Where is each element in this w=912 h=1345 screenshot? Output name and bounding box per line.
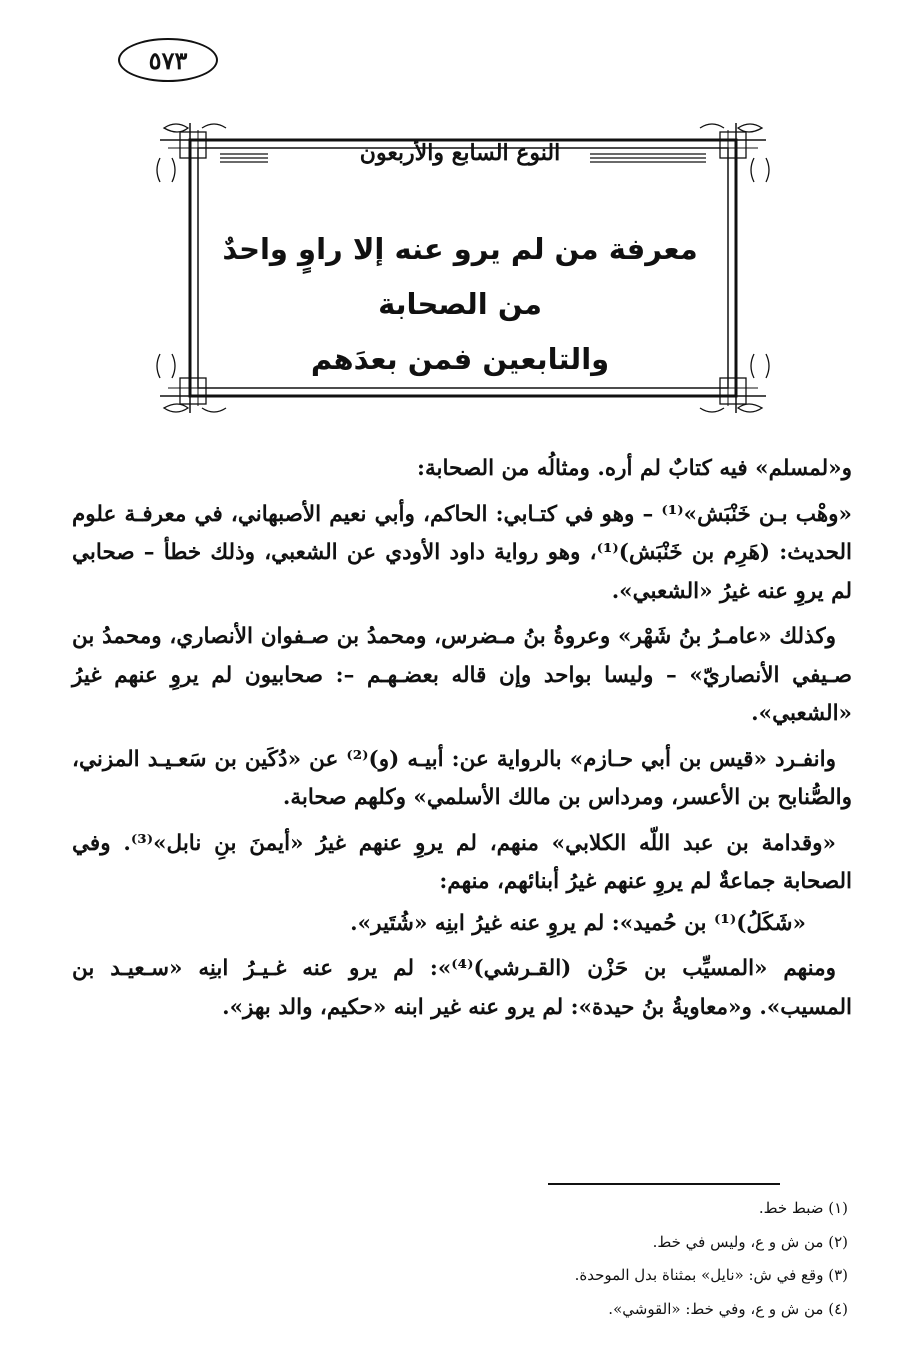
paragraph: وانفـرد «قيس بن أبي حـازم» بالرواية عن: أبيـه (و)⁽²⁾ عن «دُكَين بن سَعـيـد المزني، والصُّنابح بن الأعسر، ومرداس بن مالك الأسلمي» وكلهم صحابة. <box>72 746 852 810</box>
paragraph: ومنهم «المسيِّب بن حَزْن (القـرشي)⁽⁴⁾»: لم يرو عنه غـيـرُ ابنِه «سـعيـد بن المسيب». و«معاويةُ بنُ حيدة»: لم يرو عنه غير ابنه «حكيم، والد بهز». <box>72 956 852 1020</box>
footnote: (١) ضبط خط. <box>758 1199 848 1217</box>
chapter-label: النوع السابع والأربعون <box>359 140 561 166</box>
paragraph: وكذلك «عامـرُ بنُ شَهْر» وعروةُ بنُ مـضرس، ومحمدُ بن صـفوان الأنصاري، ومحمدُ بن صـيفي الأنصاريّ» – وليسا بواحد وإن قاله بعضـهـم –: صحابيون لم يروِ عنهم غيرُ «الشعبي». <box>72 624 852 726</box>
chapter-title-line-2: والتابعين فمن بعدَهم <box>310 342 610 376</box>
footnote-separator <box>548 1183 780 1185</box>
body-text <box>72 450 852 1034</box>
footnote: (٤) من ش و ع، وفي خط: «القوشي». <box>608 1299 848 1318</box>
footnote: (٢) من ش و ع، وليس في خط. <box>652 1232 848 1251</box>
paragraph: «وقدامة بن عبد اللّه الكلابي» منهم، لم يروِ عنهم غيرُ «أيمنَ بنِ نابل»⁽³⁾. وفي الصحابة جماعةٌ لم يروِ عنهم غيرُ أبنائهم، منهم: <box>72 830 852 894</box>
chapter-title <box>205 222 715 387</box>
paragraph: و«لمسلم» فيه كتابٌ لم أره. ومثالُه من الصحابة: <box>417 456 852 481</box>
paragraph: «وهْب بـن خَنْبَش»⁽¹⁾ – وهو في كتـابي: الحاكم، وأبي نعيم الأصبهاني، في معرفـة علوم الحديث: (هَرِم بن خَنْبَش)⁽¹⁾، وهو رواية داود الأودي عن الشعبي، وذلك خطأ – صحابي لم يروِ عنه غيرُ «الشعبي». <box>72 501 853 604</box>
chapter-title-line-1: معرفة من لم يرو عنه إلا راوٍ واحدٌ من الصحابة <box>222 232 698 321</box>
footnotes <box>280 1192 848 1326</box>
paragraph: «شَكَلُ)⁽¹⁾ بن حُميد»: لم يروِ عنه غيرُ ابنِه «شُتَير». <box>350 910 806 936</box>
footnote: (٣) وقع في ش: «نايل» بمثناة بدل الموحدة. <box>574 1266 848 1284</box>
page-number: ٥٧٣ <box>118 38 218 82</box>
